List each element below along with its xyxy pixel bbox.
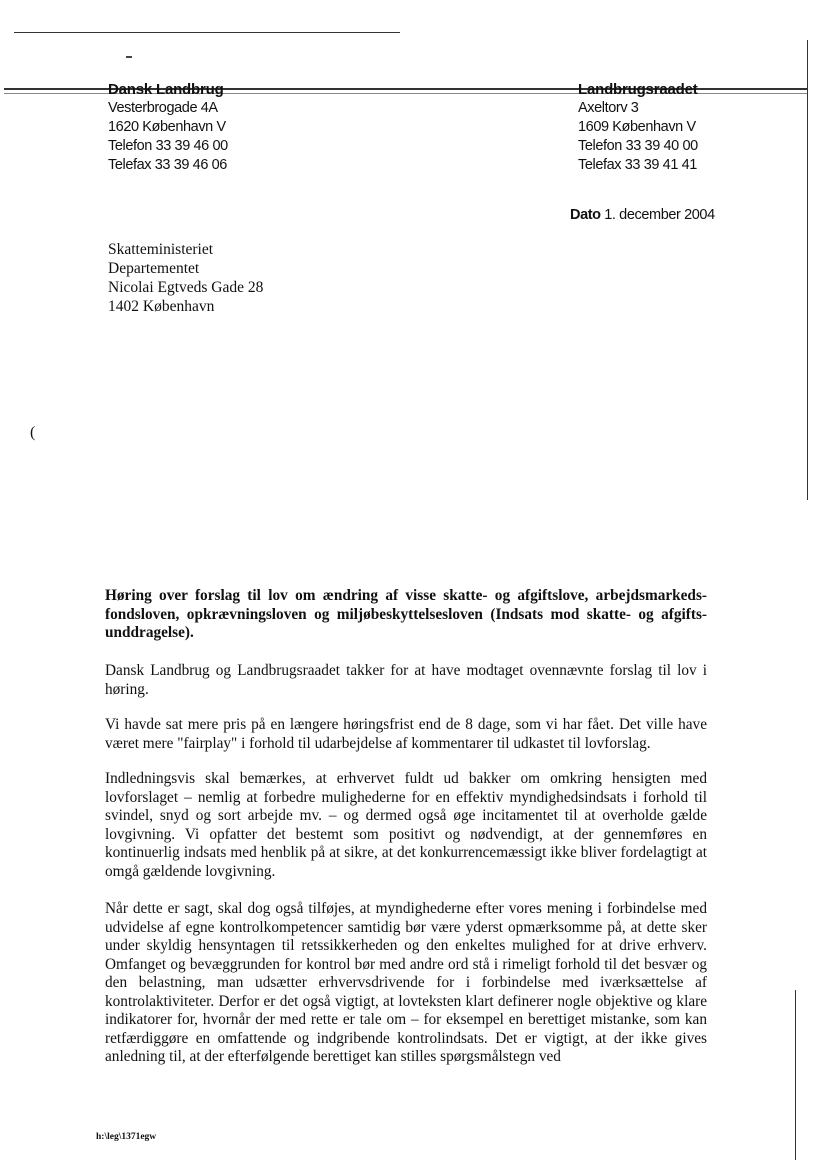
date-value: 1. december 2004: [604, 207, 715, 223]
recipient-line: Departementet: [108, 260, 200, 277]
sender-phone: Telefon 33 39 46 00: [108, 138, 228, 154]
paragraph: Når dette er sagt, skal dog også tilføjes, at myndighederne efter vores mening i forbindelse med udvidelse af egne kontrolkompetencer samtidig bør være yderst opmærksomme på, at dette sker under skyldig hensyntagen til retssikkerheden og den enkeltes mulighed for at drive erhverv. Omfanget og bevæggrunden for kontrol bør med andre ord stå i rimeligt forhold til det besvær og den belastning, man udsætter erhvervsdrivende for i forbindelse med iværksættelse af kontrolaktiviteter. Derfor er det også vigtigt, at lovteksten klart definerer nogle objektive og klare indikatorer for, hvornår der med rette er tale om – for eksempel en berettiget mistanke, som kan retfærdiggøre en omfattende og indgribende kontrolindsats. Det er vigtigt, at der ikke gives anledning til, at der efterfølgende berettiget kan stilles spørgsmålstegn ved: [105, 900, 707, 1065]
sender-street: Axeltorv 3: [578, 100, 639, 116]
letter-date: [570, 207, 715, 223]
sender-fax: Telefax 33 39 46 06: [108, 157, 227, 173]
sender-street: Vesterbrogade 4A: [108, 100, 218, 116]
sender-name: Landbrugsraadet: [578, 81, 698, 98]
right-edge-line: [807, 40, 808, 500]
paragraph: Vi havde sat mere pris på en længere høringsfrist end de 8 dage, som vi har fået. Det ville have været mere "fairplay" i forhold til udarbejdelse af kommentarer til udkastet til lovforslag.: [105, 716, 707, 752]
recipient-line: Nicolai Egtveds Gade 28: [108, 279, 264, 296]
sender-city: 1620 København V: [108, 119, 226, 135]
margin-mark: (: [30, 424, 36, 441]
scan-line-top: [14, 32, 400, 33]
sender-name: Dansk Landbrug: [108, 81, 224, 98]
scan-speck: [126, 56, 132, 58]
file-reference: h:\leg\1371egw: [96, 1132, 157, 1142]
recipient-line: Skatteministeriet: [108, 241, 214, 258]
recipient-line: 1402 København: [108, 298, 215, 315]
paragraph: Indledningsvis skal bemærkes, at erhvervet fuldt ud bakker om omkring hensigten med lovforslaget – nemlig at forbedre mulighederne for en effektiv myndighedsindsats i forhold til svindel, snyd og sort arbejde mv. – og dermed også øge incitamentet til at overholde gælde lovgivning. Vi opfatter det bestemt som positivt og nødvendigt, at der gennemføres en kontinuerlig indsats med henblik på at sikre, at det konkurrencemæssigt ikke bliver fordelagtigt at omgå gældende lovgivning.: [105, 770, 707, 880]
sender-landbrugsraadet: [578, 80, 698, 175]
sender-dansk-landbrug: [108, 80, 228, 175]
recipient-address: [108, 240, 263, 316]
right-edge-line-lower: [795, 990, 796, 1160]
paragraph: Dansk Landbrug og Landbrugsraadet takker for at have modtaget ovennævnte forslag til lov i høring.: [105, 662, 707, 698]
sender-fax: Telefax 33 39 41 41: [578, 157, 697, 173]
sender-city: 1609 København V: [578, 119, 696, 135]
sender-phone: Telefon 33 39 40 00: [578, 138, 698, 154]
date-label: Dato: [570, 207, 601, 223]
letter-heading: Høring over forslag til lov om ændring af visse skatte- og afgiftslove, arbejdsmarkeds-fondsloven, opkrævningsloven og miljøbeskyttelsesloven (Indsats mod skatte- og afgifts-unddragelse).: [105, 587, 707, 641]
